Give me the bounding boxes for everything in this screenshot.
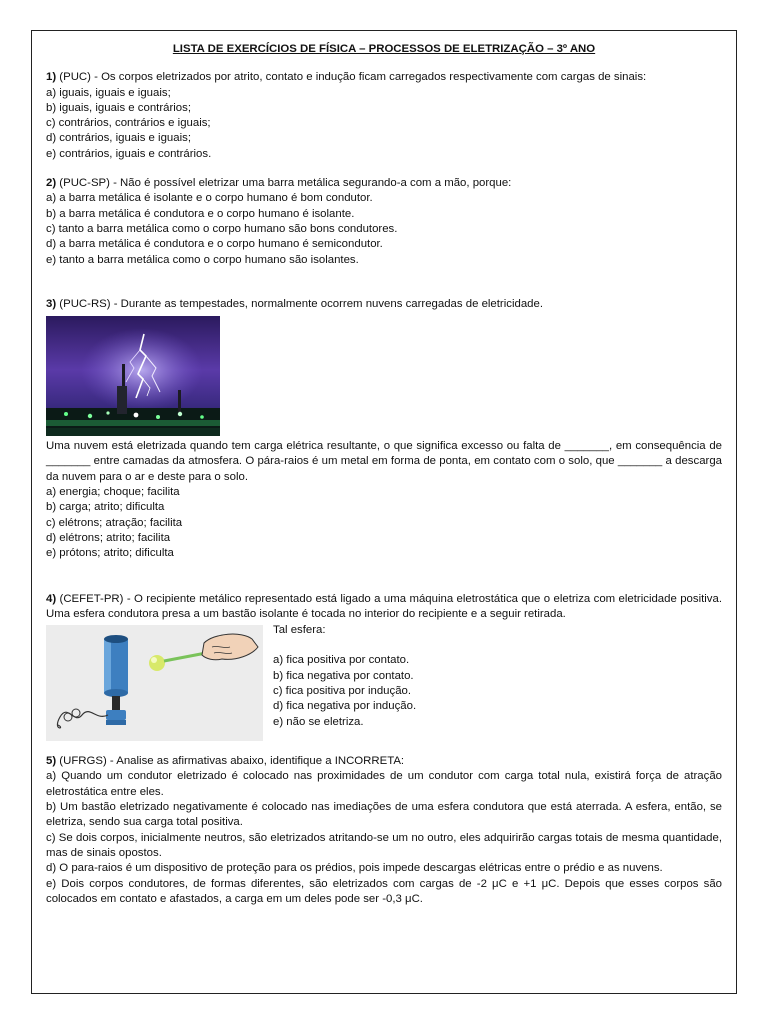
question-2-stem [46,176,722,191]
question-4-options [273,623,722,741]
question-2 [46,176,722,268]
option-e: e) tanto a barra metálica como o corpo humano são isolantes. [46,253,359,266]
option-b: b) fica negativa por contato. [273,669,414,682]
question-5-stem [46,754,722,769]
question-text: (PUC-SP) - Não é possível eletrizar uma barra metálica segurando-a com a mão, porque: [56,177,512,190]
option-d: d) fica negativa por indução. [273,700,417,713]
option-c: c) Se dois corpos, inicialmente neutros, são eletrizados atritando-se um no outro, eles adquirirão cargas totais de mesma quantidade, mas de sinais opostos. [46,831,722,859]
option-d: d) a barra metálica é condutora e o corpo humano é semicondutor. [46,238,383,251]
option-c: c) contrários, contrários e iguais; [46,117,211,130]
option-e: e) não se eletriza. [273,715,364,728]
option-a: a) Quando um condutor eletrizado é colocado nas proximidades de um condutor com carga total nula, existirá força de atração eletrostática entre eles. [46,770,722,798]
option-a: a) energia; choque; facilita [46,486,180,499]
question-4-stem [46,592,722,623]
option-e: e) Dois corpos condutores, de formas diferentes, são eletrizados com cargas de -2 μC e +1 μC. Depois que esses corpos são colocados em contato e afastados, a carga em um deles pode ser -0,3 μC. [46,877,722,905]
option-e: e) prótons; atrito; dificulta [46,547,174,560]
lightning-storm-photo [46,316,220,436]
question-number: 4) [46,592,57,605]
question-number: 2) [46,177,57,190]
question-number: 1) [46,71,57,84]
option-c: c) fica positiva por indução. [273,685,412,698]
spacer [273,638,722,653]
option-b: b) carga; atrito; dificulta [46,501,165,514]
question-5 [46,754,722,907]
question-4-lead: Tal esfera: [273,624,326,637]
option-d: d) contrários, iguais e iguais; [46,132,191,145]
option-d: d) O para-raios é um dispositivo de proteção para os prédios, pois impede descargas elétricas entre o prédio e as nuvens. [46,862,663,875]
option-b: b) iguais, iguais e contrários; [46,101,191,114]
option-b: b) Um bastão eletrizado negativamente é colocado nas imediações de uma esfera condutora que está aterrada. A esfera, então, se eletriza, sendo sua carga total positiva. [46,801,722,829]
electrostatic-container-illustration [46,625,263,741]
question-1-stem [46,70,722,85]
question-text: (PUC-RS) - Durante as tempestades, normalmente ocorrem nuvens carregadas de eletricidade. [56,297,543,310]
question-text: (UFRGS) - Analise as afirmativas abaixo, identifique a INCORRETA: [56,755,405,768]
question-3-stem [46,297,722,312]
question-1 [46,70,722,162]
option-c: c) elétrons; atração; facilita [46,516,183,529]
option-a: a) iguais, iguais e iguais; [46,86,171,99]
question-3 [46,297,722,562]
worksheet [46,42,722,907]
option-d: d) elétrons; atrito; facilita [46,531,171,544]
question-text: (PUC) - Os corpos eletrizados por atrito, contato e indução ficam carregados respectivamente com cargas de sinais: [56,71,647,84]
worksheet-title: LISTA DE EXERCÍCIOS DE FÍSICA – PROCESSOS DE ELETRIZAÇÃO – 3º ANO [172,43,596,55]
option-b: b) a barra metálica é condutora e o corpo humano é isolante. [46,207,355,220]
option-c: c) tanto a barra metálica como o corpo humano são bons condutores. [46,222,398,235]
question-text: (CEFET-PR) - O recipiente metálico representado está ligado a uma máquina eletrostática que o eletriza com eletricidade positiva. Uma esfera condutora presa a um bastão isolante é tocada no interior do recipiente e a seguir retirada. [46,592,722,620]
question-3-body: Uma nuvem está eletrizada quando tem carga elétrica resultante, o que significa excesso ou falta de _______, em consequência de _______ entre camadas da atmosfera. O pára-raios é um metal em forma de ponta, em contato com o solo, que _______ a descarga da nuvem para o ar e deste para o solo. [46,440,722,483]
question-number: 5) [46,755,57,768]
option-a: a) fica positiva por contato. [273,654,410,667]
question-number: 3) [46,297,57,310]
question-4-figure-row [46,623,722,741]
question-4 [46,592,722,742]
option-a: a) a barra metálica é isolante e o corpo humano é bom condutor. [46,192,373,205]
option-e: e) contrários, iguais e contrários. [46,147,212,160]
